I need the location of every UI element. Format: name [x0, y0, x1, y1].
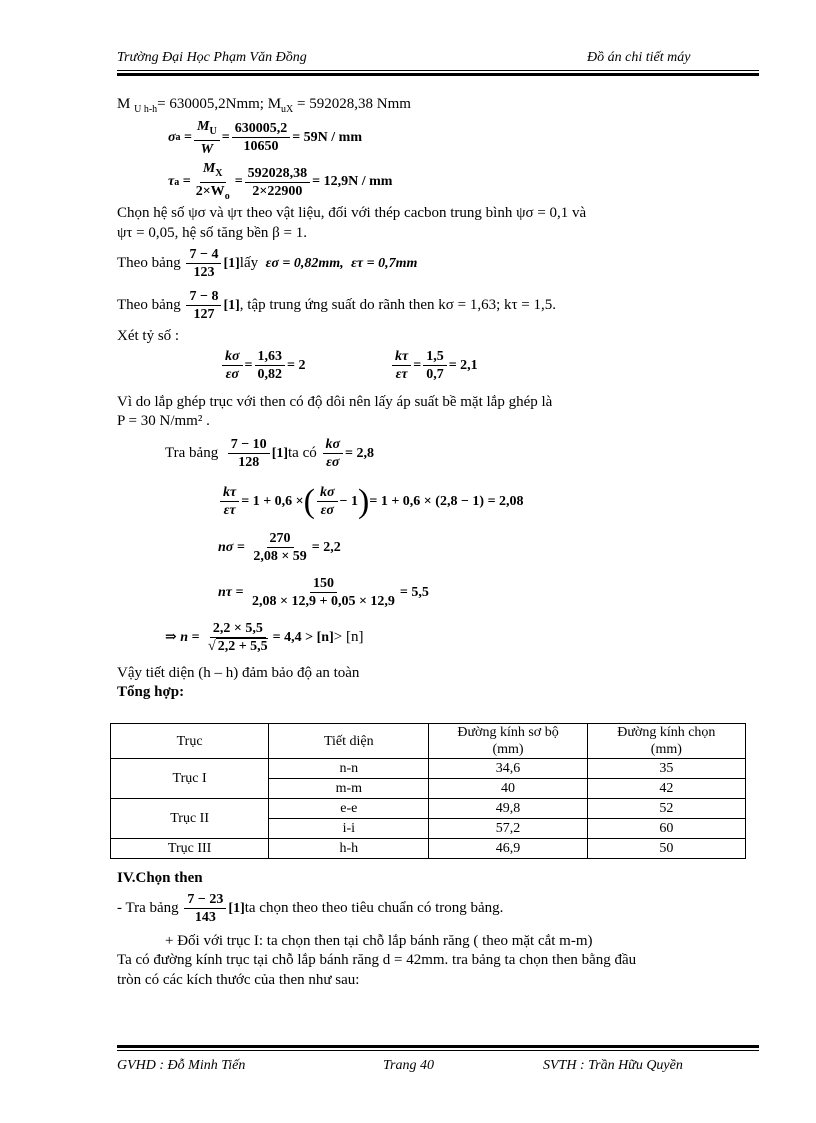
- n-sigma-equation: nσ = $\frac{270}{2,08 \times 59}$ = 2,2: [218, 531, 341, 564]
- pressure-line2: P = 30 N/mm² .: [117, 413, 210, 429]
- header-school: Trường Đại Học Phạm Văn Đồng: [117, 50, 307, 65]
- k-line: Theo bảng $\frac{7 - 8}{127}$ [1] , tập trung ứng suất do rãnh then kσ = 1,63; kτ = 1,5.: [117, 289, 557, 322]
- shaft-cell: Trục I: [111, 759, 269, 799]
- chosen-cell: 52: [587, 799, 745, 819]
- psi-text-line2: ψτ = 0,05, hệ số tăng bền β = 1.: [117, 225, 307, 241]
- section-cell: h-h: [269, 839, 429, 859]
- summary-heading: Tổng hợp:: [117, 684, 185, 700]
- header-chosen: Đường kính chọn (mm): [587, 724, 745, 759]
- n-equation: ⇒ n = $\frac{2,2 \times 5,5}{√ 2,2 + 5,5}$ = 4,4 > [n] > [n]: [165, 621, 364, 654]
- chosen-cell: 35: [587, 759, 745, 779]
- ratio-label: Xét tỷ số :: [117, 328, 180, 344]
- conclusion: Vậy tiết diện (h – h) đảm bảo độ an toàn: [117, 665, 360, 681]
- footer-rule-thick: [117, 1045, 759, 1048]
- prelim-cell: 57,2: [429, 819, 587, 839]
- chosen-cell: 50: [587, 839, 745, 859]
- chosen-cell: 60: [587, 819, 745, 839]
- header-section: Tiết diện: [269, 724, 429, 759]
- pressure-line1: Vì do lắp ghép trục với then có độ dôi nên lấy áp suất bề mặt lắp ghép là: [117, 394, 553, 410]
- summary-table: [110, 723, 746, 859]
- section-iv-line3: Ta có đường kính trục tại chỗ lắp bánh răng d = 42mm. tra bảng ta chọn then bằng đầu: [117, 952, 637, 968]
- psi-text-line1: Chọn hệ số ψσ và ψτ theo vật liệu, đối với thép cacbon trung bình ψσ = 0,1 và: [117, 205, 587, 221]
- section-cell: e-e: [269, 799, 429, 819]
- prelim-cell: 49,8: [429, 799, 587, 819]
- header-shaft: Trục: [111, 724, 269, 759]
- section-iv-title: IV.Chọn then: [117, 870, 203, 886]
- shaft-cell: Trục II: [111, 799, 269, 839]
- section-iv-line1: - Tra bảng $\frac{7 - 23}{143}$ [1] ta chọn theo theo tiêu chuẩn có trong bảng.: [117, 892, 504, 925]
- prelim-cell: 40: [429, 779, 587, 799]
- tau-equation: τ a = $\frac{M_X}{2\times W_o}$ = $\frac{592028,38}{2\times 22900}$ = 12,9N / mm: [168, 161, 393, 202]
- prelim-cell: 34,6: [429, 759, 587, 779]
- table-row: [111, 799, 746, 819]
- table-row: [111, 839, 746, 859]
- shaft-cell: Trục III: [111, 839, 269, 859]
- n-tau-equation: nτ = $\frac{150}{2,08 \times 12,9 + 0,05 \times 12,9}$ = 5,5: [218, 576, 429, 609]
- footer-page-number: Trang 40: [383, 1058, 434, 1073]
- header-prelim: Đường kính sơ bộ (mm): [429, 724, 587, 759]
- chosen-cell: 42: [587, 779, 745, 799]
- footer-advisor: GVHD : Đỗ Minh Tiến: [117, 1058, 246, 1073]
- section-cell: n-n: [269, 759, 429, 779]
- header-rule-thin: [117, 70, 759, 71]
- table-row: [111, 759, 746, 779]
- section-iv-line2: + Đối với trục I: ta chọn then tại chỗ lắp bánh răng ( theo mặt cắt m-m): [165, 933, 593, 949]
- section-cell: i-i: [269, 819, 429, 839]
- header-rule-thick: [117, 73, 759, 76]
- moment-line: M $_{U h-h}$= 630005,2Nmm; $M_{uX} = 592028,38$ Nmm: [117, 96, 411, 115]
- section-cell: m-m: [269, 779, 429, 799]
- tra-bang-line: Tra bảng $\frac{7 - 10}{128}$ [1] ta có $\frac{k\sigma}{\varepsilon\sigma}$ = 2,8: [165, 437, 375, 470]
- footer-rule-thin: [117, 1050, 759, 1051]
- sigma-equation: σ a = $\frac{M_U}{W}$ = $\frac{630005,2}{10650}$ = 59N / mm: [168, 119, 363, 157]
- footer-student: SVTH : Trần Hữu Quyền: [543, 1058, 683, 1073]
- ratio-tau: $\frac{k\tau}{\varepsilon\tau}$ = $\frac{1,5}{0,7}$ = 2,1: [390, 348, 478, 383]
- prelim-cell: 46,9: [429, 839, 587, 859]
- header-project: Đồ án chi tiết máy: [587, 50, 691, 65]
- table-header-row: [111, 724, 746, 759]
- section-iv-line4: tròn có các kích thước của then như sau:: [117, 972, 360, 988]
- k-tau-equation: $\frac{k\tau}{\varepsilon\tau}$ = 1 + 0,6 × ( $\frac{k\sigma}{\varepsilon\sigma}$ − 1 ) = 1 + 0,6 × (2,8 − 1) = 2,08: [218, 484, 524, 519]
- epsilon-line: Theo bảng $\frac{7 - 4}{123}$ [1] lấy εσ = 0,82mm, ετ = 0,7mm: [117, 247, 418, 280]
- ratio-sigma: $\frac{k\sigma}{\varepsilon\sigma}$ = $\frac{1,63}{0,82}$ = 2: [220, 348, 306, 383]
